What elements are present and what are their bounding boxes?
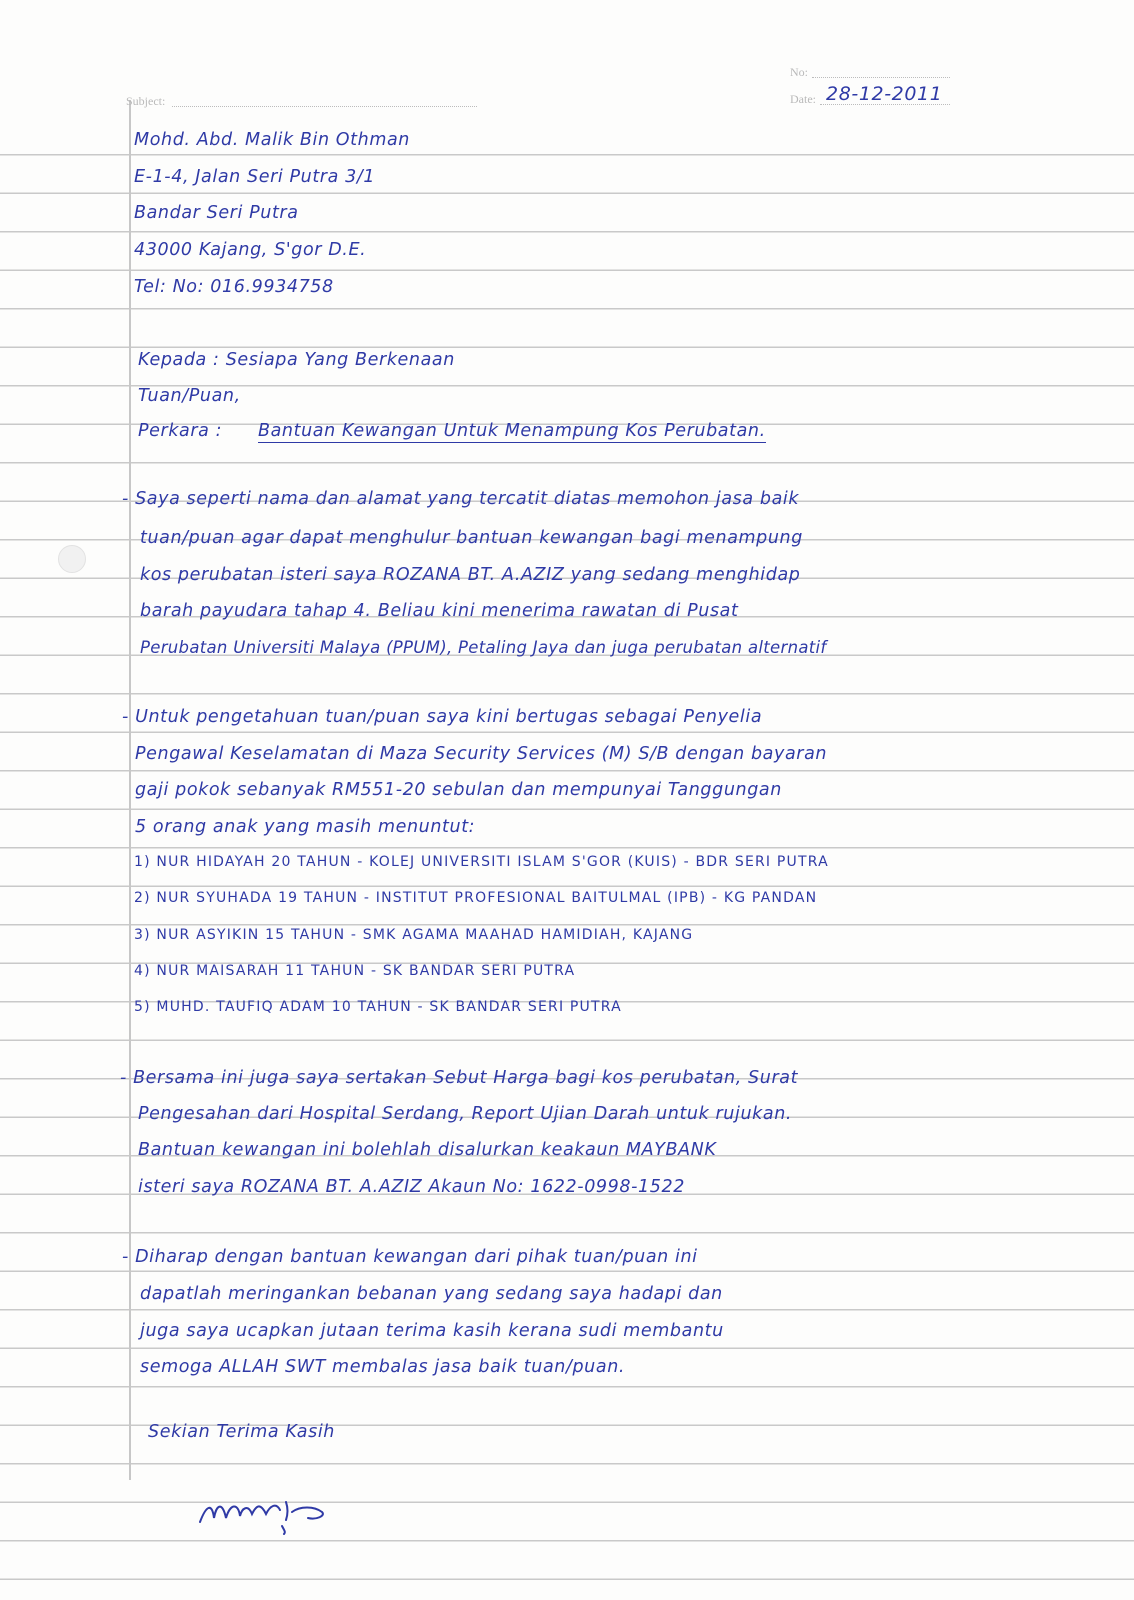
sender-name: Mohd. Abd. Malik Bin Othman bbox=[134, 130, 410, 150]
paragraph-4-line-3: juga saya ucapkan jutaan terima kasih kerana sudi membantu bbox=[140, 1321, 724, 1341]
paragraph-1-line-5: Perubatan Universiti Malaya (PPUM), Petaling Jaya dan juga perubatan alternatif bbox=[140, 638, 827, 657]
margin-line bbox=[129, 100, 131, 1480]
paragraph-4-line-1: - Diharap dengan bantuan kewangan dari pihak tuan/puan ini bbox=[122, 1247, 698, 1267]
letter-date: 28-12-2011 bbox=[826, 83, 943, 105]
paragraph-1-line-2: tuan/puan agar dapat menghulur bantuan kewangan bagi menampung bbox=[140, 528, 803, 548]
paragraph-4-line-4: semoga ALLAH SWT membalas jasa baik tuan/puan. bbox=[140, 1357, 626, 1377]
paragraph-2-line-3: gaji pokok sebanyak RM551-20 sebulan dan mempunyai Tanggungan bbox=[135, 780, 782, 800]
subject-prefix: Perkara : bbox=[138, 421, 223, 441]
recipient-line: Kepada : Sesiapa Yang Berkenaan bbox=[138, 350, 455, 370]
paragraph-3-line-3: Bantuan kewangan ini bolehlah disalurkan keakaun MAYBANK bbox=[138, 1140, 717, 1160]
subject-field-line bbox=[172, 106, 477, 107]
child-2: 2) NUR SYUHADA 19 TAHUN - INSTITUT PROFESIONAL BAITULMAL (IPB) - KG PANDAN bbox=[134, 890, 818, 906]
paragraph-2-line-4: 5 orang anak yang masih menuntut: bbox=[135, 817, 476, 837]
child-1: 1) NUR HIDAYAH 20 TAHUN - KOLEJ UNIVERSITI ISLAM S'GOR (KUIS) - BDR SERI PUTRA bbox=[134, 854, 829, 870]
sender-address-line-3: 43000 Kajang, S'gor D.E. bbox=[134, 240, 367, 260]
child-4: 4) NUR MAISARAH 11 TAHUN - SK BANDAR SERI PUTRA bbox=[134, 963, 576, 979]
paragraph-3-line-4: isteri saya ROZANA BT. A.AZIZ Akaun No: 1622-0998-1522 bbox=[138, 1177, 685, 1197]
signature bbox=[196, 1488, 346, 1536]
punch-hole bbox=[58, 545, 86, 573]
sender-address-line-2: Bandar Seri Putra bbox=[134, 203, 299, 223]
sender-address-line-1: E-1-4, Jalan Seri Putra 3/1 bbox=[134, 167, 376, 187]
paragraph-3-line-1: - Bersama ini juga saya sertakan Sebut Harga bagi kos perubatan, Surat bbox=[120, 1068, 799, 1088]
paragraph-4-line-2: dapatlah meringankan bebanan yang sedang saya hadapi dan bbox=[140, 1284, 723, 1304]
paragraph-1-line-1: - Saya seperti nama dan alamat yang tercatit diatas memohon jasa baik bbox=[122, 489, 800, 509]
paragraph-3-line-2: Pengesahan dari Hospital Serdang, Report Ujian Darah untuk rujukan. bbox=[138, 1104, 793, 1124]
salutation: Tuan/Puan, bbox=[138, 386, 241, 406]
date-label: Date: bbox=[790, 92, 816, 106]
closing: Sekian Terima Kasih bbox=[148, 1422, 335, 1442]
no-label: No: bbox=[790, 65, 808, 79]
paragraph-2-line-1: - Untuk pengetahuan tuan/puan saya kini bertugas sebagai Penyelia bbox=[122, 707, 763, 727]
sender-phone: Tel: No: 016.9934758 bbox=[134, 277, 334, 297]
child-5: 5) MUHD. TAUFIQ ADAM 10 TAHUN - SK BANDAR SERI PUTRA bbox=[134, 999, 622, 1015]
paragraph-2-line-2: Pengawal Keselamatan di Maza Security Services (M) S/B dengan bayaran bbox=[135, 744, 828, 764]
subject-label: Subject: bbox=[126, 94, 166, 108]
paragraph-1-line-4: barah payudara tahap 4. Beliau kini menerima rawatan di Pusat bbox=[140, 601, 739, 621]
paragraph-1-line-3: kos perubatan isteri saya ROZANA BT. A.AZIZ yang sedang menghidap bbox=[140, 565, 801, 585]
no-field-line bbox=[812, 77, 950, 78]
child-3: 3) NUR ASYIKIN 15 TAHUN - SMK AGAMA MAAHAD HAMIDIAH, KAJANG bbox=[134, 927, 694, 943]
letter-subject: Bantuan Kewangan Untuk Menampung Kos Perubatan. bbox=[258, 421, 766, 441]
